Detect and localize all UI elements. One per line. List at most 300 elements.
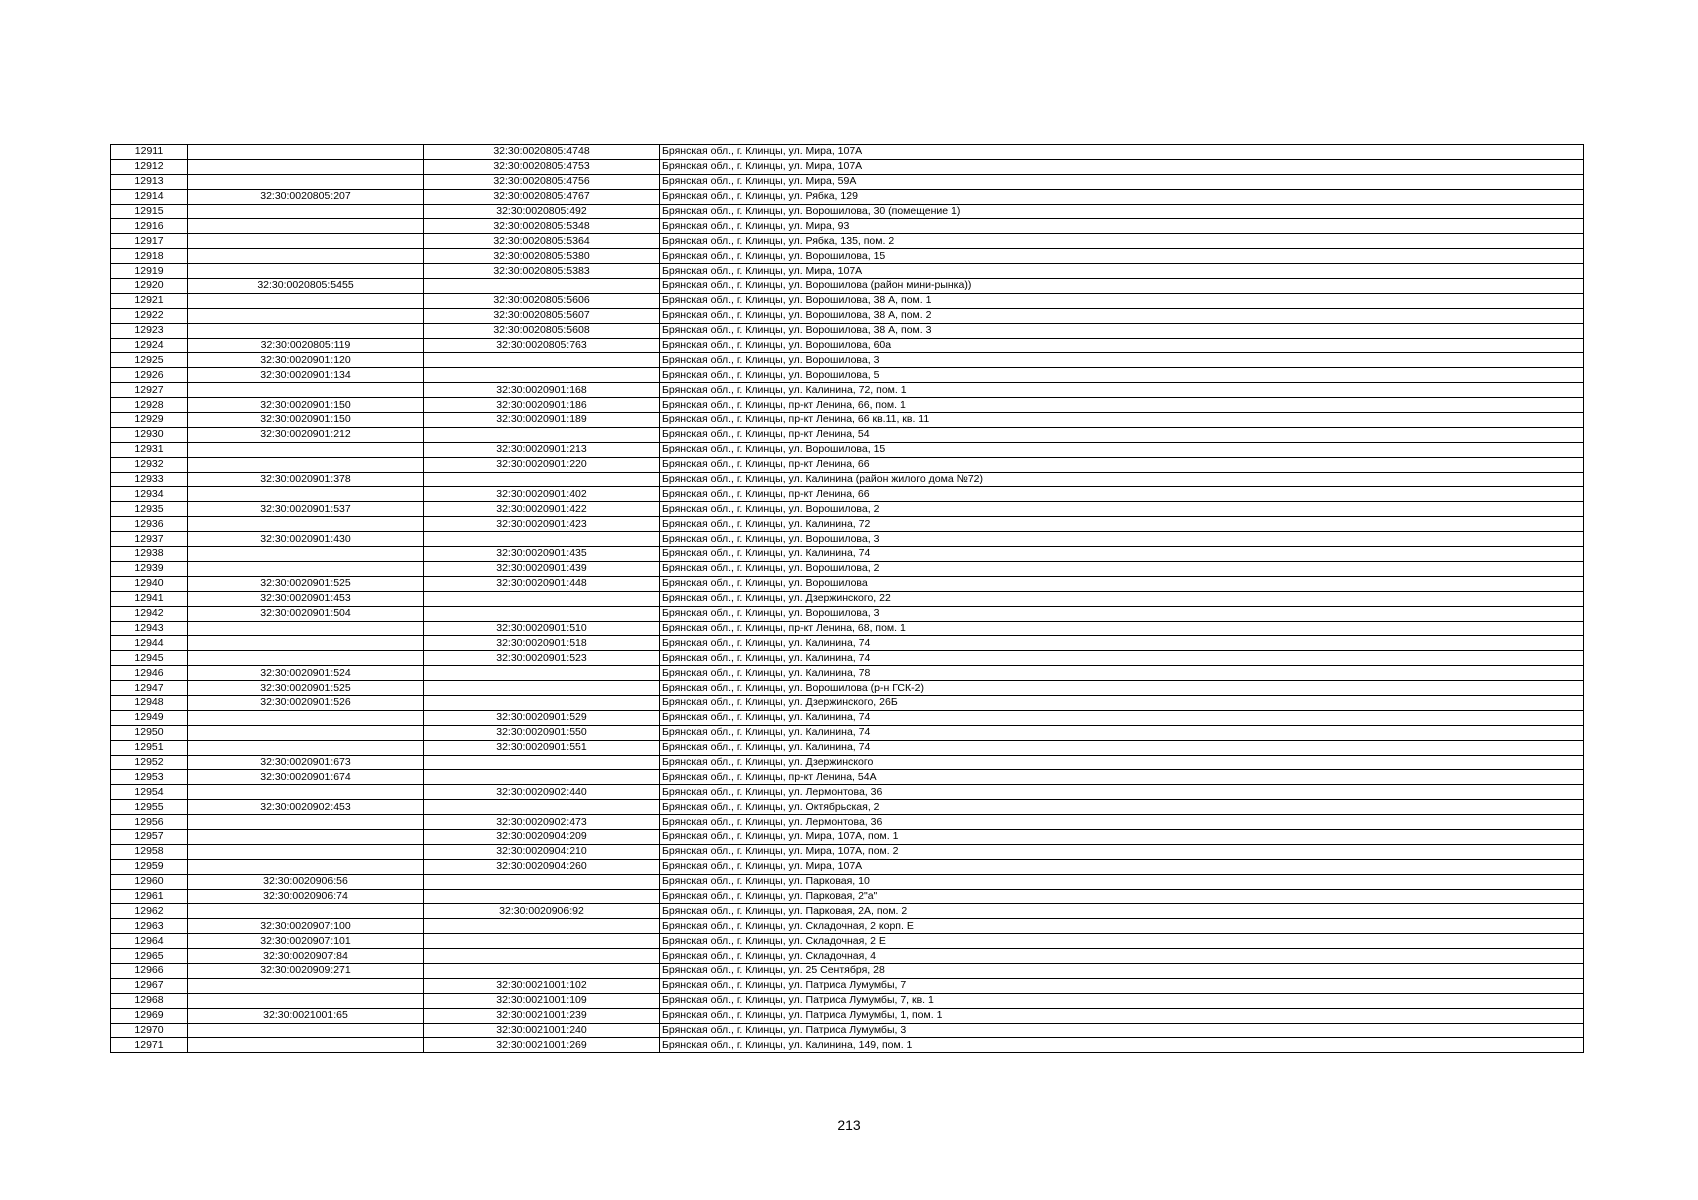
table-row <box>111 308 1584 323</box>
table-row <box>111 1038 1584 1053</box>
object-cadastral-number-cell: 32:30:0020805:5606 <box>424 293 660 308</box>
object-cadastral-number-cell: 32:30:0020904:210 <box>424 844 660 859</box>
object-cadastral-number-cell: 32:30:0020805:4756 <box>424 174 660 189</box>
land-cadastral-number-cell <box>188 710 424 725</box>
address-cell: Брянская обл., г. Клинцы, ул. Ворошилова, 15 <box>660 249 1584 264</box>
address-cell: Брянская обл., г. Клинцы, ул. Мира, 107А <box>660 264 1584 279</box>
table-row <box>111 353 1584 368</box>
object-cadastral-number-cell <box>424 695 660 710</box>
object-cadastral-number-cell: 32:30:0020902:440 <box>424 785 660 800</box>
address-cell: Брянская обл., г. Клинцы, ул. Ворошилова, 2 <box>660 502 1584 517</box>
object-cadastral-number-cell <box>424 800 660 815</box>
address-cell: Брянская обл., г. Клинцы, ул. Рябка, 129 <box>660 189 1584 204</box>
object-cadastral-number-cell: 32:30:0020904:260 <box>424 859 660 874</box>
row-number-cell: 12959 <box>111 859 188 874</box>
land-cadastral-number-cell <box>188 517 424 532</box>
page-number: 213 <box>837 1117 861 1133</box>
address-cell: Брянская обл., г. Клинцы, ул. Мира, 107А <box>660 859 1584 874</box>
table-row <box>111 323 1584 338</box>
address-cell: Брянская обл., г. Клинцы, ул. Ворошилова, 3 <box>660 606 1584 621</box>
land-cadastral-number-cell <box>188 323 424 338</box>
object-cadastral-number-cell <box>424 472 660 487</box>
address-cell: Брянская обл., г. Клинцы, ул. Ворошилова <box>660 576 1584 591</box>
address-cell: Брянская обл., г. Клинцы, ул. Мира, 107А, пом. 1 <box>660 829 1584 844</box>
object-cadastral-number-cell: 32:30:0021001:239 <box>424 1008 660 1023</box>
land-cadastral-number-cell <box>188 844 424 859</box>
row-number-cell: 12930 <box>111 427 188 442</box>
address-cell: Брянская обл., г. Клинцы, ул. Дзержинского, 26Б <box>660 695 1584 710</box>
object-cadastral-number-cell: 32:30:0020901:189 <box>424 413 660 428</box>
address-cell: Брянская обл., г. Клинцы, ул. Калинина, 78 <box>660 666 1584 681</box>
table-row <box>111 338 1584 353</box>
address-cell: Брянская обл., г. Клинцы, ул. Патриса Лумумбы, 1, пом. 1 <box>660 1008 1584 1023</box>
table-row <box>111 636 1584 651</box>
address-cell: Брянская обл., г. Клинцы, ул. 25 Сентября, 28 <box>660 963 1584 978</box>
land-cadastral-number-cell <box>188 815 424 830</box>
table-row <box>111 234 1584 249</box>
land-cadastral-number-cell <box>188 829 424 844</box>
table-row <box>111 159 1584 174</box>
land-cadastral-number-cell <box>188 785 424 800</box>
table-row <box>111 800 1584 815</box>
land-cadastral-number-cell: 32:30:0020805:5455 <box>188 279 424 294</box>
table-row <box>111 145 1584 160</box>
object-cadastral-number-cell: 32:30:0020805:5348 <box>424 219 660 234</box>
table-row <box>111 949 1584 964</box>
row-number-cell: 12939 <box>111 561 188 576</box>
row-number-cell: 12922 <box>111 308 188 323</box>
row-number-cell: 12940 <box>111 576 188 591</box>
object-cadastral-number-cell: 32:30:0021001:102 <box>424 978 660 993</box>
land-cadastral-number-cell: 32:30:0020901:378 <box>188 472 424 487</box>
table-row <box>111 651 1584 666</box>
row-number-cell: 12914 <box>111 189 188 204</box>
address-cell: Брянская обл., г. Клинцы, ул. Калинина, 74 <box>660 740 1584 755</box>
row-number-cell: 12953 <box>111 770 188 785</box>
address-cell: Брянская обл., г. Клинцы, ул. Складочная, 4 <box>660 949 1584 964</box>
object-cadastral-number-cell: 32:30:0020901:402 <box>424 487 660 502</box>
row-number-cell: 12921 <box>111 293 188 308</box>
address-cell: Брянская обл., г. Клинцы, ул. Калинина, 74 <box>660 547 1584 562</box>
object-cadastral-number-cell <box>424 934 660 949</box>
object-cadastral-number-cell: 32:30:0020901:435 <box>424 547 660 562</box>
address-cell: Брянская обл., г. Клинцы, ул. Ворошилова, 2 <box>660 561 1584 576</box>
land-cadastral-number-cell: 32:30:0020901:453 <box>188 591 424 606</box>
land-cadastral-number-cell: 32:30:0020901:674 <box>188 770 424 785</box>
address-cell: Брянская обл., г. Клинцы, ул. Дзержинского <box>660 755 1584 770</box>
land-cadastral-number-cell <box>188 547 424 562</box>
land-cadastral-number-cell: 32:30:0020906:56 <box>188 874 424 889</box>
land-cadastral-number-cell: 32:30:0020901:524 <box>188 666 424 681</box>
address-cell: Брянская обл., г. Клинцы, ул. Ворошилова (р-н ГСК-2) <box>660 681 1584 696</box>
address-cell: Брянская обл., г. Клинцы, ул. Дзержинского, 22 <box>660 591 1584 606</box>
table-row <box>111 174 1584 189</box>
table-row <box>111 681 1584 696</box>
object-cadastral-number-cell <box>424 919 660 934</box>
object-cadastral-number-cell: 32:30:0020901:551 <box>424 740 660 755</box>
object-cadastral-number-cell <box>424 963 660 978</box>
row-number-cell: 12932 <box>111 457 188 472</box>
table-row <box>111 785 1584 800</box>
address-cell: Брянская обл., г. Клинцы, ул. Ворошилова, 3 <box>660 353 1584 368</box>
land-cadastral-number-cell <box>188 1038 424 1053</box>
land-cadastral-number-cell <box>188 651 424 666</box>
land-cadastral-number-cell: 32:30:0020909:271 <box>188 963 424 978</box>
address-cell: Брянская обл., г. Клинцы, ул. Калинина, 149, пом. 1 <box>660 1038 1584 1053</box>
table-row <box>111 829 1584 844</box>
row-number-cell: 12956 <box>111 815 188 830</box>
row-number-cell: 12924 <box>111 338 188 353</box>
table-row <box>111 710 1584 725</box>
row-number-cell: 12916 <box>111 219 188 234</box>
object-cadastral-number-cell: 32:30:0021001:240 <box>424 1023 660 1038</box>
land-cadastral-number-cell: 32:30:0020901:537 <box>188 502 424 517</box>
address-cell: Брянская обл., г. Клинцы, ул. Мира, 107А <box>660 145 1584 160</box>
land-cadastral-number-cell: 32:30:0020901:673 <box>188 755 424 770</box>
object-cadastral-number-cell: 32:30:0020805:763 <box>424 338 660 353</box>
land-cadastral-number-cell: 32:30:0020805:207 <box>188 189 424 204</box>
table-row <box>111 815 1584 830</box>
row-number-cell: 12960 <box>111 874 188 889</box>
address-cell: Брянская обл., г. Клинцы, ул. Лермонтова, 36 <box>660 785 1584 800</box>
object-cadastral-number-cell <box>424 427 660 442</box>
object-cadastral-number-cell: 32:30:0020805:5608 <box>424 323 660 338</box>
table-row <box>111 368 1584 383</box>
row-number-cell: 12933 <box>111 472 188 487</box>
address-cell: Брянская обл., г. Клинцы, ул. Мира, 107А <box>660 159 1584 174</box>
land-cadastral-number-cell <box>188 621 424 636</box>
land-cadastral-number-cell: 32:30:0020902:453 <box>188 800 424 815</box>
land-cadastral-number-cell <box>188 159 424 174</box>
address-cell: Брянская обл., г. Клинцы, ул. Ворошилова, 38 А, пом. 1 <box>660 293 1584 308</box>
address-cell: Брянская обл., г. Клинцы, ул. Парковая, 2"а" <box>660 889 1584 904</box>
row-number-cell: 12935 <box>111 502 188 517</box>
table-row <box>111 293 1584 308</box>
address-cell: Брянская обл., г. Клинцы, ул. Рябка, 135, пом. 2 <box>660 234 1584 249</box>
address-cell: Брянская обл., г. Клинцы, ул. Калинина, 72, пом. 1 <box>660 383 1584 398</box>
table-row <box>111 770 1584 785</box>
table-row <box>111 427 1584 442</box>
land-cadastral-number-cell <box>188 636 424 651</box>
land-cadastral-number-cell <box>188 740 424 755</box>
land-cadastral-number-cell <box>188 904 424 919</box>
land-cadastral-number-cell: 32:30:0020901:525 <box>188 681 424 696</box>
address-cell: Брянская обл., г. Клинцы, пр-кт Ленина, 54 <box>660 427 1584 442</box>
row-number-cell: 12946 <box>111 666 188 681</box>
row-number-cell: 12929 <box>111 413 188 428</box>
address-cell: Брянская обл., г. Клинцы, ул. Калинина, 74 <box>660 725 1584 740</box>
object-cadastral-number-cell <box>424 755 660 770</box>
row-number-cell: 12915 <box>111 204 188 219</box>
object-cadastral-number-cell <box>424 532 660 547</box>
object-cadastral-number-cell <box>424 368 660 383</box>
table-row <box>111 383 1584 398</box>
table-row <box>111 934 1584 949</box>
row-number-cell: 12967 <box>111 978 188 993</box>
address-cell: Брянская обл., г. Клинцы, ул. Патриса Лумумбы, 3 <box>660 1023 1584 1038</box>
land-cadastral-number-cell <box>188 264 424 279</box>
land-cadastral-number-cell: 32:30:0020805:119 <box>188 338 424 353</box>
row-number-cell: 12969 <box>111 1008 188 1023</box>
row-number-cell: 12957 <box>111 829 188 844</box>
address-cell: Брянская обл., г. Клинцы, ул. Ворошилова, 15 <box>660 442 1584 457</box>
table-row <box>111 279 1584 294</box>
address-cell: Брянская обл., г. Клинцы, ул. Патриса Лумумбы, 7 <box>660 978 1584 993</box>
table-row <box>111 904 1584 919</box>
table-row <box>111 576 1584 591</box>
object-cadastral-number-cell: 32:30:0020906:92 <box>424 904 660 919</box>
land-cadastral-number-cell <box>188 249 424 264</box>
address-cell: Брянская обл., г. Клинцы, пр-кт Ленина, 54А <box>660 770 1584 785</box>
table-row <box>111 547 1584 562</box>
object-cadastral-number-cell: 32:30:0020805:5364 <box>424 234 660 249</box>
address-cell: Брянская обл., г. Клинцы, ул. Калинина, 74 <box>660 636 1584 651</box>
table-row <box>111 666 1584 681</box>
land-cadastral-number-cell <box>188 293 424 308</box>
table-row <box>111 502 1584 517</box>
object-cadastral-number-cell: 32:30:0021001:109 <box>424 993 660 1008</box>
row-number-cell: 12918 <box>111 249 188 264</box>
row-number-cell: 12942 <box>111 606 188 621</box>
land-cadastral-number-cell: 32:30:0020901:525 <box>188 576 424 591</box>
object-cadastral-number-cell <box>424 770 660 785</box>
row-number-cell: 12928 <box>111 398 188 413</box>
address-cell: Брянская обл., г. Клинцы, ул. Складочная, 2 Е <box>660 934 1584 949</box>
row-number-cell: 12917 <box>111 234 188 249</box>
address-cell: Брянская обл., г. Клинцы, ул. Ворошилова, 38 А, пом. 3 <box>660 323 1584 338</box>
registry-table-body <box>111 145 1584 1053</box>
address-cell: Брянская обл., г. Клинцы, ул. Патриса Лумумбы, 7, кв. 1 <box>660 993 1584 1008</box>
row-number-cell: 12944 <box>111 636 188 651</box>
row-number-cell: 12965 <box>111 949 188 964</box>
land-cadastral-number-cell <box>188 978 424 993</box>
object-cadastral-number-cell: 32:30:0020901:213 <box>424 442 660 457</box>
object-cadastral-number-cell <box>424 666 660 681</box>
address-cell: Брянская обл., г. Клинцы, ул. Калинина, 74 <box>660 651 1584 666</box>
address-cell: Брянская обл., г. Клинцы, ул. Калинина (район жилого дома №72) <box>660 472 1584 487</box>
row-number-cell: 12931 <box>111 442 188 457</box>
table-row <box>111 487 1584 502</box>
object-cadastral-number-cell: 32:30:0020901:439 <box>424 561 660 576</box>
address-cell: Брянская обл., г. Клинцы, ул. Ворошилова, 5 <box>660 368 1584 383</box>
object-cadastral-number-cell: 32:30:0020901:186 <box>424 398 660 413</box>
table-row <box>111 725 1584 740</box>
land-cadastral-number-cell <box>188 234 424 249</box>
object-cadastral-number-cell <box>424 279 660 294</box>
address-cell: Брянская обл., г. Клинцы, ул. Мира, 59А <box>660 174 1584 189</box>
land-cadastral-number-cell: 32:30:0020901:430 <box>188 532 424 547</box>
object-cadastral-number-cell: 32:30:0020901:220 <box>424 457 660 472</box>
table-row <box>111 189 1584 204</box>
land-cadastral-number-cell: 32:30:0020901:150 <box>188 413 424 428</box>
address-cell: Брянская обл., г. Клинцы, пр-кт Ленина, 66, пом. 1 <box>660 398 1584 413</box>
object-cadastral-number-cell: 32:30:0020901:518 <box>424 636 660 651</box>
address-cell: Брянская обл., г. Клинцы, ул. Мира, 93 <box>660 219 1584 234</box>
row-number-cell: 12913 <box>111 174 188 189</box>
row-number-cell: 12958 <box>111 844 188 859</box>
table-row <box>111 963 1584 978</box>
address-cell: Брянская обл., г. Клинцы, ул. Парковая, 10 <box>660 874 1584 889</box>
row-number-cell: 12949 <box>111 710 188 725</box>
land-cadastral-number-cell <box>188 859 424 874</box>
object-cadastral-number-cell: 32:30:0020805:5383 <box>424 264 660 279</box>
object-cadastral-number-cell: 32:30:0020901:448 <box>424 576 660 591</box>
table-row <box>111 442 1584 457</box>
row-number-cell: 12937 <box>111 532 188 547</box>
land-cadastral-number-cell: 32:30:0020901:526 <box>188 695 424 710</box>
land-cadastral-number-cell <box>188 383 424 398</box>
object-cadastral-number-cell: 32:30:0020805:5380 <box>424 249 660 264</box>
object-cadastral-number-cell: 32:30:0020904:209 <box>424 829 660 844</box>
table-row <box>111 264 1584 279</box>
address-cell: Брянская обл., г. Клинцы, ул. Октябрьская, 2 <box>660 800 1584 815</box>
row-number-cell: 12955 <box>111 800 188 815</box>
table-row <box>111 1023 1584 1038</box>
row-number-cell: 12925 <box>111 353 188 368</box>
row-number-cell: 12952 <box>111 755 188 770</box>
land-cadastral-number-cell: 32:30:0020907:84 <box>188 949 424 964</box>
table-row <box>111 532 1584 547</box>
table-row <box>111 978 1584 993</box>
land-cadastral-number-cell: 32:30:0020901:120 <box>188 353 424 368</box>
address-cell: Брянская обл., г. Клинцы, ул. Парковая, 2А, пом. 2 <box>660 904 1584 919</box>
land-cadastral-number-cell <box>188 725 424 740</box>
land-cadastral-number-cell: 32:30:0021001:65 <box>188 1008 424 1023</box>
address-cell: Брянская обл., г. Клинцы, пр-кт Ленина, 66 кв.11, кв. 11 <box>660 413 1584 428</box>
row-number-cell: 12912 <box>111 159 188 174</box>
row-number-cell: 12926 <box>111 368 188 383</box>
row-number-cell: 12963 <box>111 919 188 934</box>
object-cadastral-number-cell: 32:30:0020902:473 <box>424 815 660 830</box>
row-number-cell: 12948 <box>111 695 188 710</box>
table-row <box>111 695 1584 710</box>
table-row <box>111 606 1584 621</box>
address-cell: Брянская обл., г. Клинцы, пр-кт Ленина, 66 <box>660 487 1584 502</box>
address-cell: Брянская обл., г. Клинцы, ул. Складочная, 2 корп. Е <box>660 919 1584 934</box>
registry-table <box>110 144 1584 1053</box>
row-number-cell: 12947 <box>111 681 188 696</box>
object-cadastral-number-cell: 32:30:0020901:550 <box>424 725 660 740</box>
address-cell: Брянская обл., г. Клинцы, пр-кт Ленина, 66 <box>660 457 1584 472</box>
table-row <box>111 621 1584 636</box>
land-cadastral-number-cell <box>188 219 424 234</box>
address-cell: Брянская обл., г. Клинцы, ул. Калинина, 74 <box>660 710 1584 725</box>
object-cadastral-number-cell: 32:30:0020805:4753 <box>424 159 660 174</box>
object-cadastral-number-cell <box>424 606 660 621</box>
row-number-cell: 12923 <box>111 323 188 338</box>
row-number-cell: 12950 <box>111 725 188 740</box>
address-cell: Брянская обл., г. Клинцы, пр-кт Ленина, 68, пом. 1 <box>660 621 1584 636</box>
object-cadastral-number-cell <box>424 949 660 964</box>
table-row <box>111 874 1584 889</box>
land-cadastral-number-cell: 32:30:0020901:150 <box>188 398 424 413</box>
row-number-cell: 12966 <box>111 963 188 978</box>
land-cadastral-number-cell <box>188 487 424 502</box>
table-row <box>111 919 1584 934</box>
land-cadastral-number-cell <box>188 457 424 472</box>
table-row <box>111 993 1584 1008</box>
table-row <box>111 472 1584 487</box>
table-row <box>111 591 1584 606</box>
table-row <box>111 561 1584 576</box>
table-row <box>111 204 1584 219</box>
table-row <box>111 517 1584 532</box>
table-row <box>111 249 1584 264</box>
land-cadastral-number-cell <box>188 308 424 323</box>
table-row <box>111 219 1584 234</box>
object-cadastral-number-cell: 32:30:0020805:492 <box>424 204 660 219</box>
table-row <box>111 889 1584 904</box>
row-number-cell: 12938 <box>111 547 188 562</box>
row-number-cell: 12911 <box>111 145 188 160</box>
table-row <box>111 413 1584 428</box>
object-cadastral-number-cell: 32:30:0021001:269 <box>424 1038 660 1053</box>
row-number-cell: 12962 <box>111 904 188 919</box>
row-number-cell: 12961 <box>111 889 188 904</box>
land-cadastral-number-cell <box>188 442 424 457</box>
address-cell: Брянская обл., г. Клинцы, ул. Ворошилова, 30 (помещение 1) <box>660 204 1584 219</box>
address-cell: Брянская обл., г. Клинцы, ул. Калинина, 72 <box>660 517 1584 532</box>
row-number-cell: 12927 <box>111 383 188 398</box>
object-cadastral-number-cell <box>424 874 660 889</box>
row-number-cell: 12943 <box>111 621 188 636</box>
object-cadastral-number-cell: 32:30:0020805:4748 <box>424 145 660 160</box>
row-number-cell: 12934 <box>111 487 188 502</box>
row-number-cell: 12936 <box>111 517 188 532</box>
table-row <box>111 398 1584 413</box>
object-cadastral-number-cell <box>424 353 660 368</box>
land-cadastral-number-cell: 32:30:0020907:101 <box>188 934 424 949</box>
row-number-cell: 12941 <box>111 591 188 606</box>
row-number-cell: 12968 <box>111 993 188 1008</box>
land-cadastral-number-cell: 32:30:0020901:504 <box>188 606 424 621</box>
address-cell: Брянская обл., г. Клинцы, ул. Ворошилова, 38 А, пом. 2 <box>660 308 1584 323</box>
row-number-cell: 12919 <box>111 264 188 279</box>
row-number-cell: 12951 <box>111 740 188 755</box>
object-cadastral-number-cell: 32:30:0020901:523 <box>424 651 660 666</box>
object-cadastral-number-cell: 32:30:0020901:168 <box>424 383 660 398</box>
address-cell: Брянская обл., г. Клинцы, ул. Мира, 107А, пом. 2 <box>660 844 1584 859</box>
land-cadastral-number-cell: 32:30:0020901:212 <box>188 427 424 442</box>
land-cadastral-number-cell: 32:30:0020901:134 <box>188 368 424 383</box>
object-cadastral-number-cell: 32:30:0020901:510 <box>424 621 660 636</box>
object-cadastral-number-cell: 32:30:0020805:5607 <box>424 308 660 323</box>
object-cadastral-number-cell: 32:30:0020901:422 <box>424 502 660 517</box>
row-number-cell: 12945 <box>111 651 188 666</box>
object-cadastral-number-cell: 32:30:0020805:4767 <box>424 189 660 204</box>
row-number-cell: 12954 <box>111 785 188 800</box>
land-cadastral-number-cell: 32:30:0020907:100 <box>188 919 424 934</box>
object-cadastral-number-cell <box>424 889 660 904</box>
object-cadastral-number-cell <box>424 591 660 606</box>
row-number-cell: 12970 <box>111 1023 188 1038</box>
address-cell: Брянская обл., г. Клинцы, ул. Ворошилова, 60а <box>660 338 1584 353</box>
land-cadastral-number-cell <box>188 204 424 219</box>
table-row <box>111 457 1584 472</box>
land-cadastral-number-cell <box>188 561 424 576</box>
table-row <box>111 1008 1584 1023</box>
row-number-cell: 12971 <box>111 1038 188 1053</box>
address-cell: Брянская обл., г. Клинцы, ул. Ворошилова, 3 <box>660 532 1584 547</box>
table-row <box>111 859 1584 874</box>
table-row <box>111 844 1584 859</box>
land-cadastral-number-cell: 32:30:0020906:74 <box>188 889 424 904</box>
land-cadastral-number-cell <box>188 993 424 1008</box>
address-cell: Брянская обл., г. Клинцы, ул. Ворошилова (район мини-рынка)) <box>660 279 1584 294</box>
address-cell: Брянская обл., г. Клинцы, ул. Лермонтова, 36 <box>660 815 1584 830</box>
row-number-cell: 12964 <box>111 934 188 949</box>
land-cadastral-number-cell <box>188 145 424 160</box>
